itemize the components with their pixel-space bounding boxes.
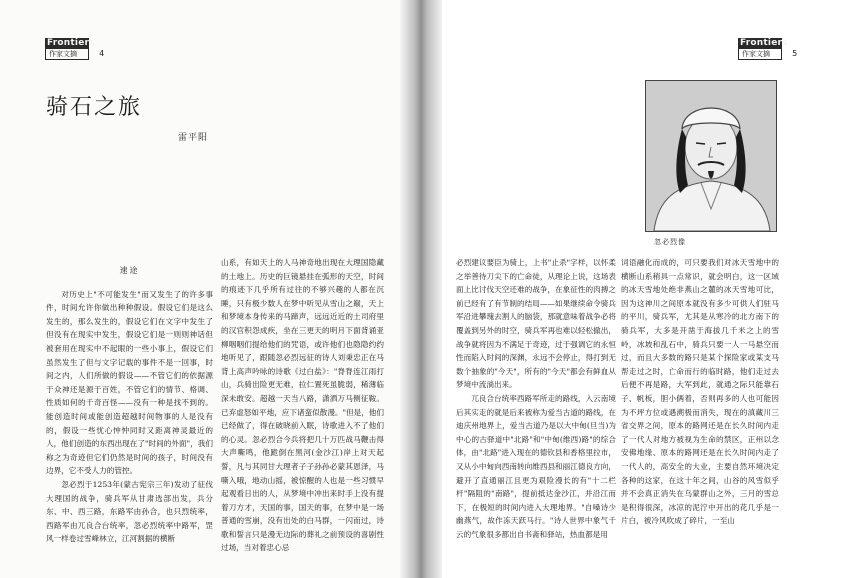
paragraph: 词语融化而成的，可只要我们对冰天雪地中的横断山系稍具一点常识，就会明白，这一区域的冰天雪地处绝非燕山之麓的冰天雪地可比，因为这神川之间原本就没有多少可供人们驻马的平川，骑兵军，尤其是从寒冷的北方南下的骑兵军，大多是开凿于海拔几千米之上的雪岭，冰坡和乱石中，骑兵只要一人一马悬空而过，而且大多数的路只是某个探险家或某支马帮走过之时，亡命而行的临时路，他们走过去后便不再是路，大军到此，就通之际只能靠石子、帆板，胆小俩着，否则再多的人也可能因为不坪方位或遇溯极而消失，现在的滇藏川三省交界之间，原本的路网还是在长久时间内走了一代人对地方被视为生命的禁区，正州以念安佛地缘、原本的路网还是在长久时间内走了一代人的，高安全的大业，主要自然环境决定各种的这家，在这十年之间，山谷的风雪似乎并不会真正消失在乌蒙群山之外，三月的雪总是积得很深，冰凉的泥泞中开出的花几乎是一片白，被冷风吹成了碎片，一至山 xyxy=(621,258,779,526)
paragraph: 兀良合台统率西路军所走的路线，入云南境后其实走的就是后来被称为爱当古道的路线，在迪庆州地界上，爱当古道乃是以大中甸(旦当)为中心的古驿道中"北路"和"中甸(维西)路"的综合体，由"北路"进入现在的德钦县和香格里拉市，又从小中甸向西南转向维西县和丽江德良方向，避开了直通丽江且更为艰险漫长的有"十二栏杆"隔阻的"南路"，提前抵达金沙江，并沿江而下，在极短的时间内进入大理地界。"自嗓诗少幽燕气，故作冻天跃马行。"诗人世界中象气千云的气象很多都出自书斋和驿站，热血都是用 xyxy=(456,393,616,539)
text-column-4 xyxy=(621,256,779,564)
paragraph: 必烈建议要臣为骑上，上书"止杀"字样，以怀柔之举善待刀尖下的亡命徒，从理论上说，这场表面上比讨伐天空还难的战争，在象征性的肉搏之前已经有了有节制的结局——如果继续命令骑兵军沿进攀瑰去割人的脑袋，那就意味着战争必将覆盖到另外的时空，骑兵军再也难以轻松撤出，战争就将因为不满足于奇迹，过于强调它的永恒性而陷入时间的深渊，永远不会停止，得打到无数个抽象的"今天"，所有的"今天"都会有鲜血从梦境中流淌出来。 xyxy=(456,258,616,390)
paragraph: 山系，有如天上的人马神奇地出现在大理国隐藏的土地上。历史的巨镜悬挂在弧形的天空，时间的痕迹下几乎所有过往的不够兴趣的人都在沉睡，只有极少数人在梦中听见从雪山之巅，天上和梦境本身传来的马蹄声，远远近近的土司府里的汉官积怨成疾，坐在三更天的明月下面背诵亚柳咽咽们提给他们的咒语，或许他们也隐隐约约地听见了，跟随忽必烈远征的诗人刘秉忠正在马背上高声吟咏的诗歌《过白盐》："脊脊连江雨打山，兵骑出险更无难，拉仁置死虽脆弱，稀薄临深未敢安。超越一天当八路，潇洒万马侧征鞍。已弃虚怒如平地，应下诸蛮似散漫。"但是，他们已经做了，得在破晓前入眠，诗歌进入不了他们的心灵。忽必烈合今兵将把几十万匹战马鞭击得大声嘶鸣，他跪倒在黑河(金沙江)岸上对天起誓，凡与其同甘大理者子子孙孙必蒙其恩泽，马嘶入哦，地动山摇，被惊醒的人也是一些习惯早起观看日出的人，从梦境中冲出来时手上没有提着刀方才，天国的事，国天的事，在梦中是一场普通的雪崩，没有出处的白马群，一闪而过，诗歌和誓言只是漫无边际的葬礼之前预设的喜剧性过场，当对着忠心忌 xyxy=(221,258,384,553)
page-number: 4 xyxy=(99,49,105,58)
magazine-logo-subtitle: 作家文摘 xyxy=(45,49,89,60)
magazine-logo-title: Frontiers xyxy=(740,38,788,48)
portrait-illustration xyxy=(646,81,776,231)
section-heading: 速途 xyxy=(119,266,140,275)
magazine-logo-title: Frontiers xyxy=(47,38,95,48)
magazine-logo-subtitle: 作家文摘 xyxy=(738,49,782,60)
kublai-khan-portrait xyxy=(645,80,777,232)
paragraph: 对历史上"不可能发生"而又发生了的许多事件，时间允许你做出种种假设。假设它们是这么发生的，那么发生的，假设它们在文字中发生了但没有在现实中发生，假设它们是一则则神话但被套用在现实中不起眼的一些小事上，假设它们虽然发生了但与文字记载的事件不是一回事，时间之内，人们所做的假设——不管它们的依据源于众神还是源于百姓，不管它们的情节、格调、性质如何的千奇百怪——没有一种是找不到的。能创造时间或能创造超越时间物事的人是没有的，假设一些忧心忡忡同时又距离神灵最近的人，他们创造的东西出现在了"时间的外面"，我们称之为奇迹但它们仍然是时间的孩子，时间没有边界，它不受人力的管控。 xyxy=(46,289,213,476)
article-title: 骑石之旅 xyxy=(46,95,143,120)
portrait-caption: 忽必烈像 xyxy=(654,238,686,246)
magazine-logo xyxy=(738,38,788,60)
author-name: 雷平阳 xyxy=(178,133,209,143)
page-number: 5 xyxy=(792,49,798,58)
text-column-3 xyxy=(456,256,616,564)
paragraph: 忽必烈于1253年(蒙古宪宗三年)发动了征伐大理国的战争，骑兵军从甘肃选部出发，兵分东、中、西三路，东路军由孙合，也只烈统率，西路军由兀良合台统率，忽必烈统率中路军，罡风一样卷过雪峰林立，江河割据的横断 xyxy=(46,479,213,544)
right-page-header xyxy=(738,38,797,60)
